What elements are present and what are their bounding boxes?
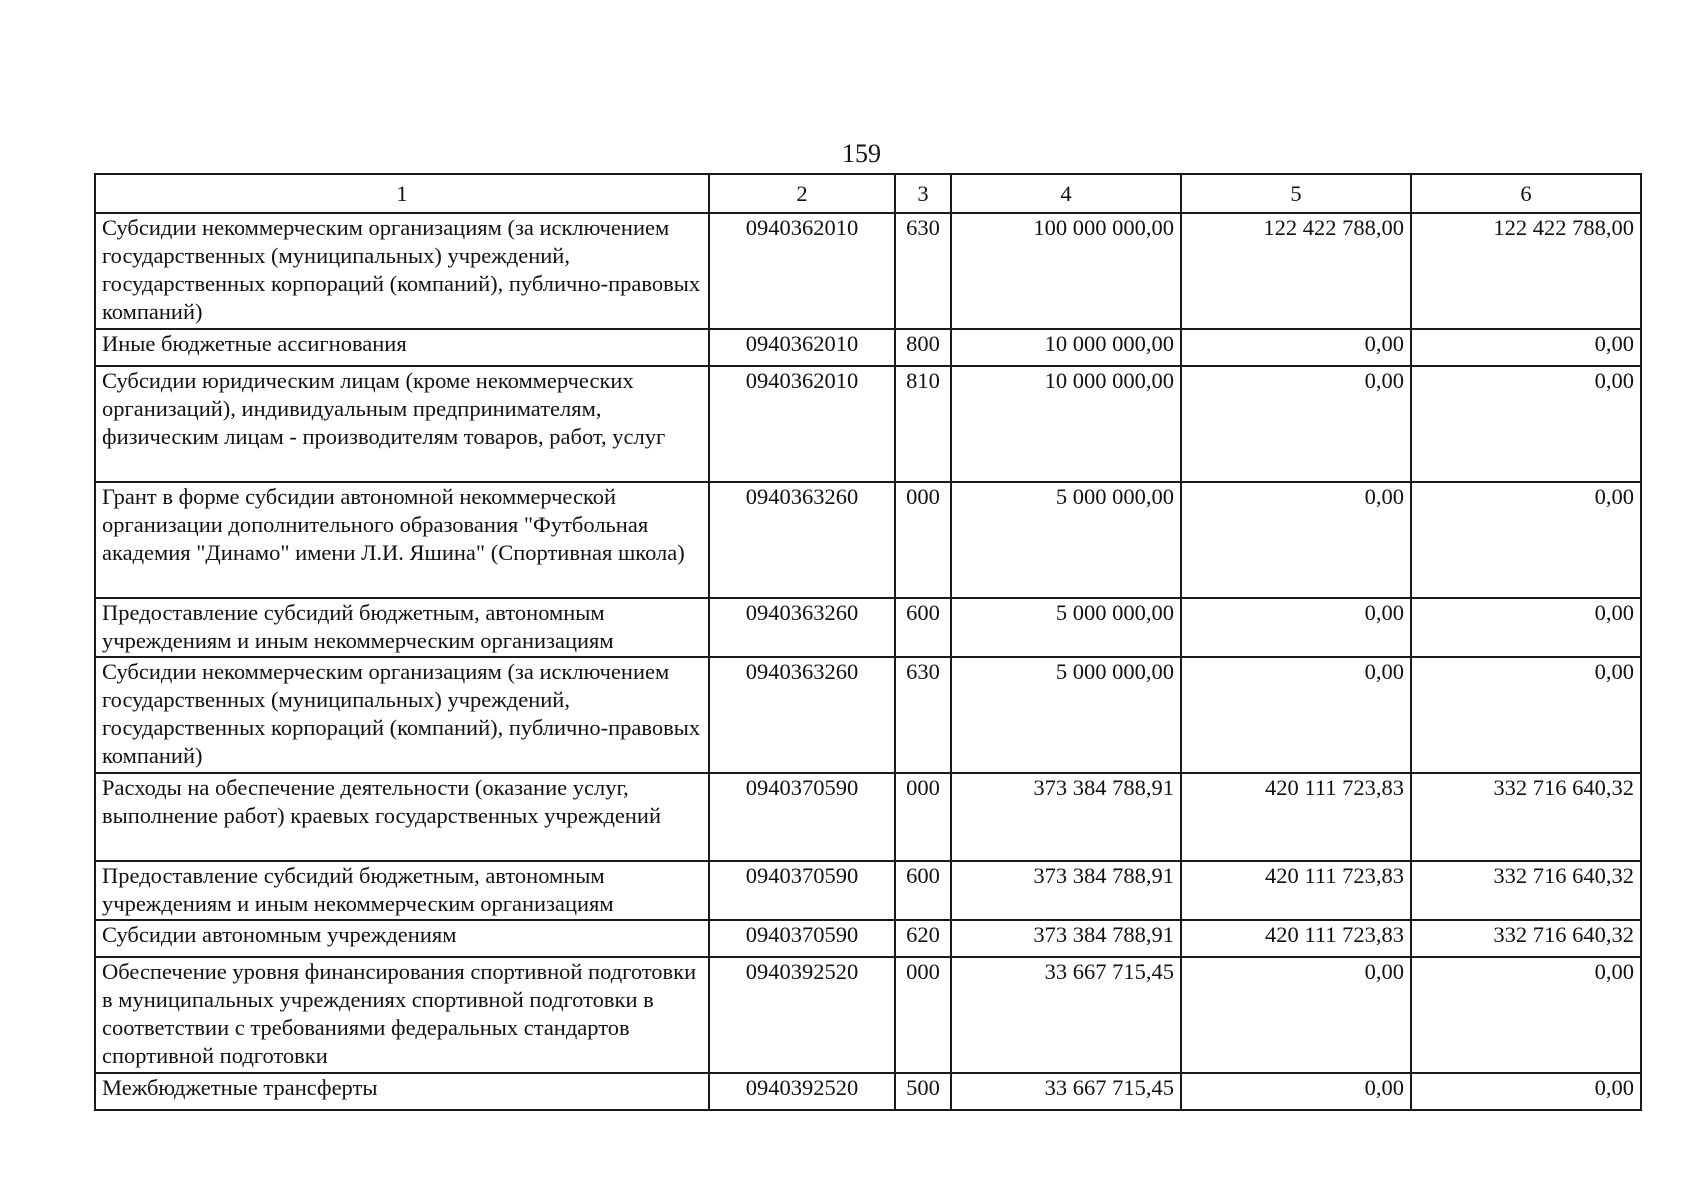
table-row <box>95 366 1641 482</box>
row-value-col6: 0,00 <box>1411 1073 1641 1110</box>
row-code: 0940362010 <box>709 329 895 366</box>
row-expense-type: 800 <box>895 329 951 366</box>
row-name: Субсидии юридическим лицам (кроме некоммерческих организаций), индивидуальным предпринимателям, физическим лицам - производителям товаров, работ, услуг <box>95 366 709 482</box>
row-value-col4: 373 384 788,91 <box>951 773 1181 861</box>
table-row <box>95 773 1641 861</box>
row-expense-type: 000 <box>895 957 951 1073</box>
row-name: Предоставление субсидий бюджетным, автономным учреждениям и иным некоммерческим организациям <box>95 861 709 920</box>
column-header: 3 <box>895 174 951 213</box>
row-value-col4: 100 000 000,00 <box>951 213 1181 329</box>
row-code: 0940362010 <box>709 213 895 329</box>
row-value-col5: 0,00 <box>1181 957 1411 1073</box>
column-header: 2 <box>709 174 895 213</box>
row-code: 0940363260 <box>709 598 895 657</box>
table-row <box>95 329 1641 366</box>
row-value-col4: 5 000 000,00 <box>951 598 1181 657</box>
column-header: 4 <box>951 174 1181 213</box>
row-value-col6: 0,00 <box>1411 329 1641 366</box>
row-value-col4: 10 000 000,00 <box>951 366 1181 482</box>
row-value-col5: 420 111 723,83 <box>1181 920 1411 957</box>
budget-table <box>94 173 1642 1111</box>
row-code: 0940370590 <box>709 861 895 920</box>
table-row <box>95 213 1641 329</box>
row-value-col6: 0,00 <box>1411 657 1641 773</box>
row-value-col4: 373 384 788,91 <box>951 861 1181 920</box>
row-value-col5: 0,00 <box>1181 598 1411 657</box>
row-expense-type: 000 <box>895 482 951 598</box>
table-row <box>95 657 1641 773</box>
row-name: Обеспечение уровня финансирования спортивной подготовки в муниципальных учреждениях спортивной подготовки в соответствии с требованиями федеральных стандартов спортивной подготовки <box>95 957 709 1073</box>
table-row <box>95 1073 1641 1110</box>
row-code: 0940370590 <box>709 920 895 957</box>
row-code: 0940362010 <box>709 366 895 482</box>
row-expense-type: 810 <box>895 366 951 482</box>
row-name: Субсидии автономным учреждениям <box>95 920 709 957</box>
row-name: Иные бюджетные ассигнования <box>95 329 709 366</box>
table-row <box>95 957 1641 1073</box>
row-name: Субсидии некоммерческим организациям (за исключением государственных (муниципальных) учреждений, государственных корпораций (компаний), публично-правовых компаний) <box>95 213 709 329</box>
row-value-col4: 5 000 000,00 <box>951 482 1181 598</box>
row-value-col6: 0,00 <box>1411 957 1641 1073</box>
row-value-col4: 10 000 000,00 <box>951 329 1181 366</box>
row-value-col6: 0,00 <box>1411 482 1641 598</box>
row-expense-type: 620 <box>895 920 951 957</box>
table-row <box>95 598 1641 657</box>
row-value-col5: 420 111 723,83 <box>1181 861 1411 920</box>
column-header: 6 <box>1411 174 1641 213</box>
row-value-col4: 33 667 715,45 <box>951 1073 1181 1110</box>
page-number: 159 <box>842 139 881 168</box>
row-expense-type: 630 <box>895 657 951 773</box>
row-expense-type: 600 <box>895 598 951 657</box>
row-value-col5: 0,00 <box>1181 329 1411 366</box>
row-value-col6: 332 716 640,32 <box>1411 861 1641 920</box>
row-value-col6: 332 716 640,32 <box>1411 773 1641 861</box>
row-value-col6: 0,00 <box>1411 598 1641 657</box>
row-name: Предоставление субсидий бюджетным, автономным учреждениям и иным некоммерческим организациям <box>95 598 709 657</box>
row-value-col5: 0,00 <box>1181 1073 1411 1110</box>
row-expense-type: 500 <box>895 1073 951 1110</box>
table-row <box>95 920 1641 957</box>
table-row <box>95 861 1641 920</box>
row-value-col5: 0,00 <box>1181 482 1411 598</box>
row-value-col6: 122 422 788,00 <box>1411 213 1641 329</box>
column-header: 5 <box>1181 174 1411 213</box>
row-name: Расходы на обеспечение деятельности (оказание услуг, выполнение работ) краевых государственных учреждений <box>95 773 709 861</box>
row-name: Межбюджетные трансферты <box>95 1073 709 1110</box>
row-code: 0940370590 <box>709 773 895 861</box>
row-value-col4: 5 000 000,00 <box>951 657 1181 773</box>
row-value-col5: 0,00 <box>1181 657 1411 773</box>
row-code: 0940392520 <box>709 957 895 1073</box>
row-code: 0940392520 <box>709 1073 895 1110</box>
header-row <box>95 174 1641 213</box>
row-value-col5: 0,00 <box>1181 366 1411 482</box>
row-value-col6: 332 716 640,32 <box>1411 920 1641 957</box>
row-value-col4: 33 667 715,45 <box>951 957 1181 1073</box>
row-expense-type: 630 <box>895 213 951 329</box>
row-value-col6: 0,00 <box>1411 366 1641 482</box>
row-code: 0940363260 <box>709 482 895 598</box>
column-header: 1 <box>95 174 709 213</box>
row-code: 0940363260 <box>709 657 895 773</box>
row-name: Субсидии некоммерческим организациям (за исключением государственных (муниципальных) учреждений, государственных корпораций (компаний), публично-правовых компаний) <box>95 657 709 773</box>
row-value-col5: 420 111 723,83 <box>1181 773 1411 861</box>
row-value-col4: 373 384 788,91 <box>951 920 1181 957</box>
table-row <box>95 482 1641 598</box>
row-expense-type: 000 <box>895 773 951 861</box>
row-name: Грант в форме субсидии автономной некоммерческой организации дополнительного образования "Футбольная академия "Динамо" имени Л.И. Яшина" (Спортивная школа) <box>95 482 709 598</box>
row-value-col5: 122 422 788,00 <box>1181 213 1411 329</box>
row-expense-type: 600 <box>895 861 951 920</box>
